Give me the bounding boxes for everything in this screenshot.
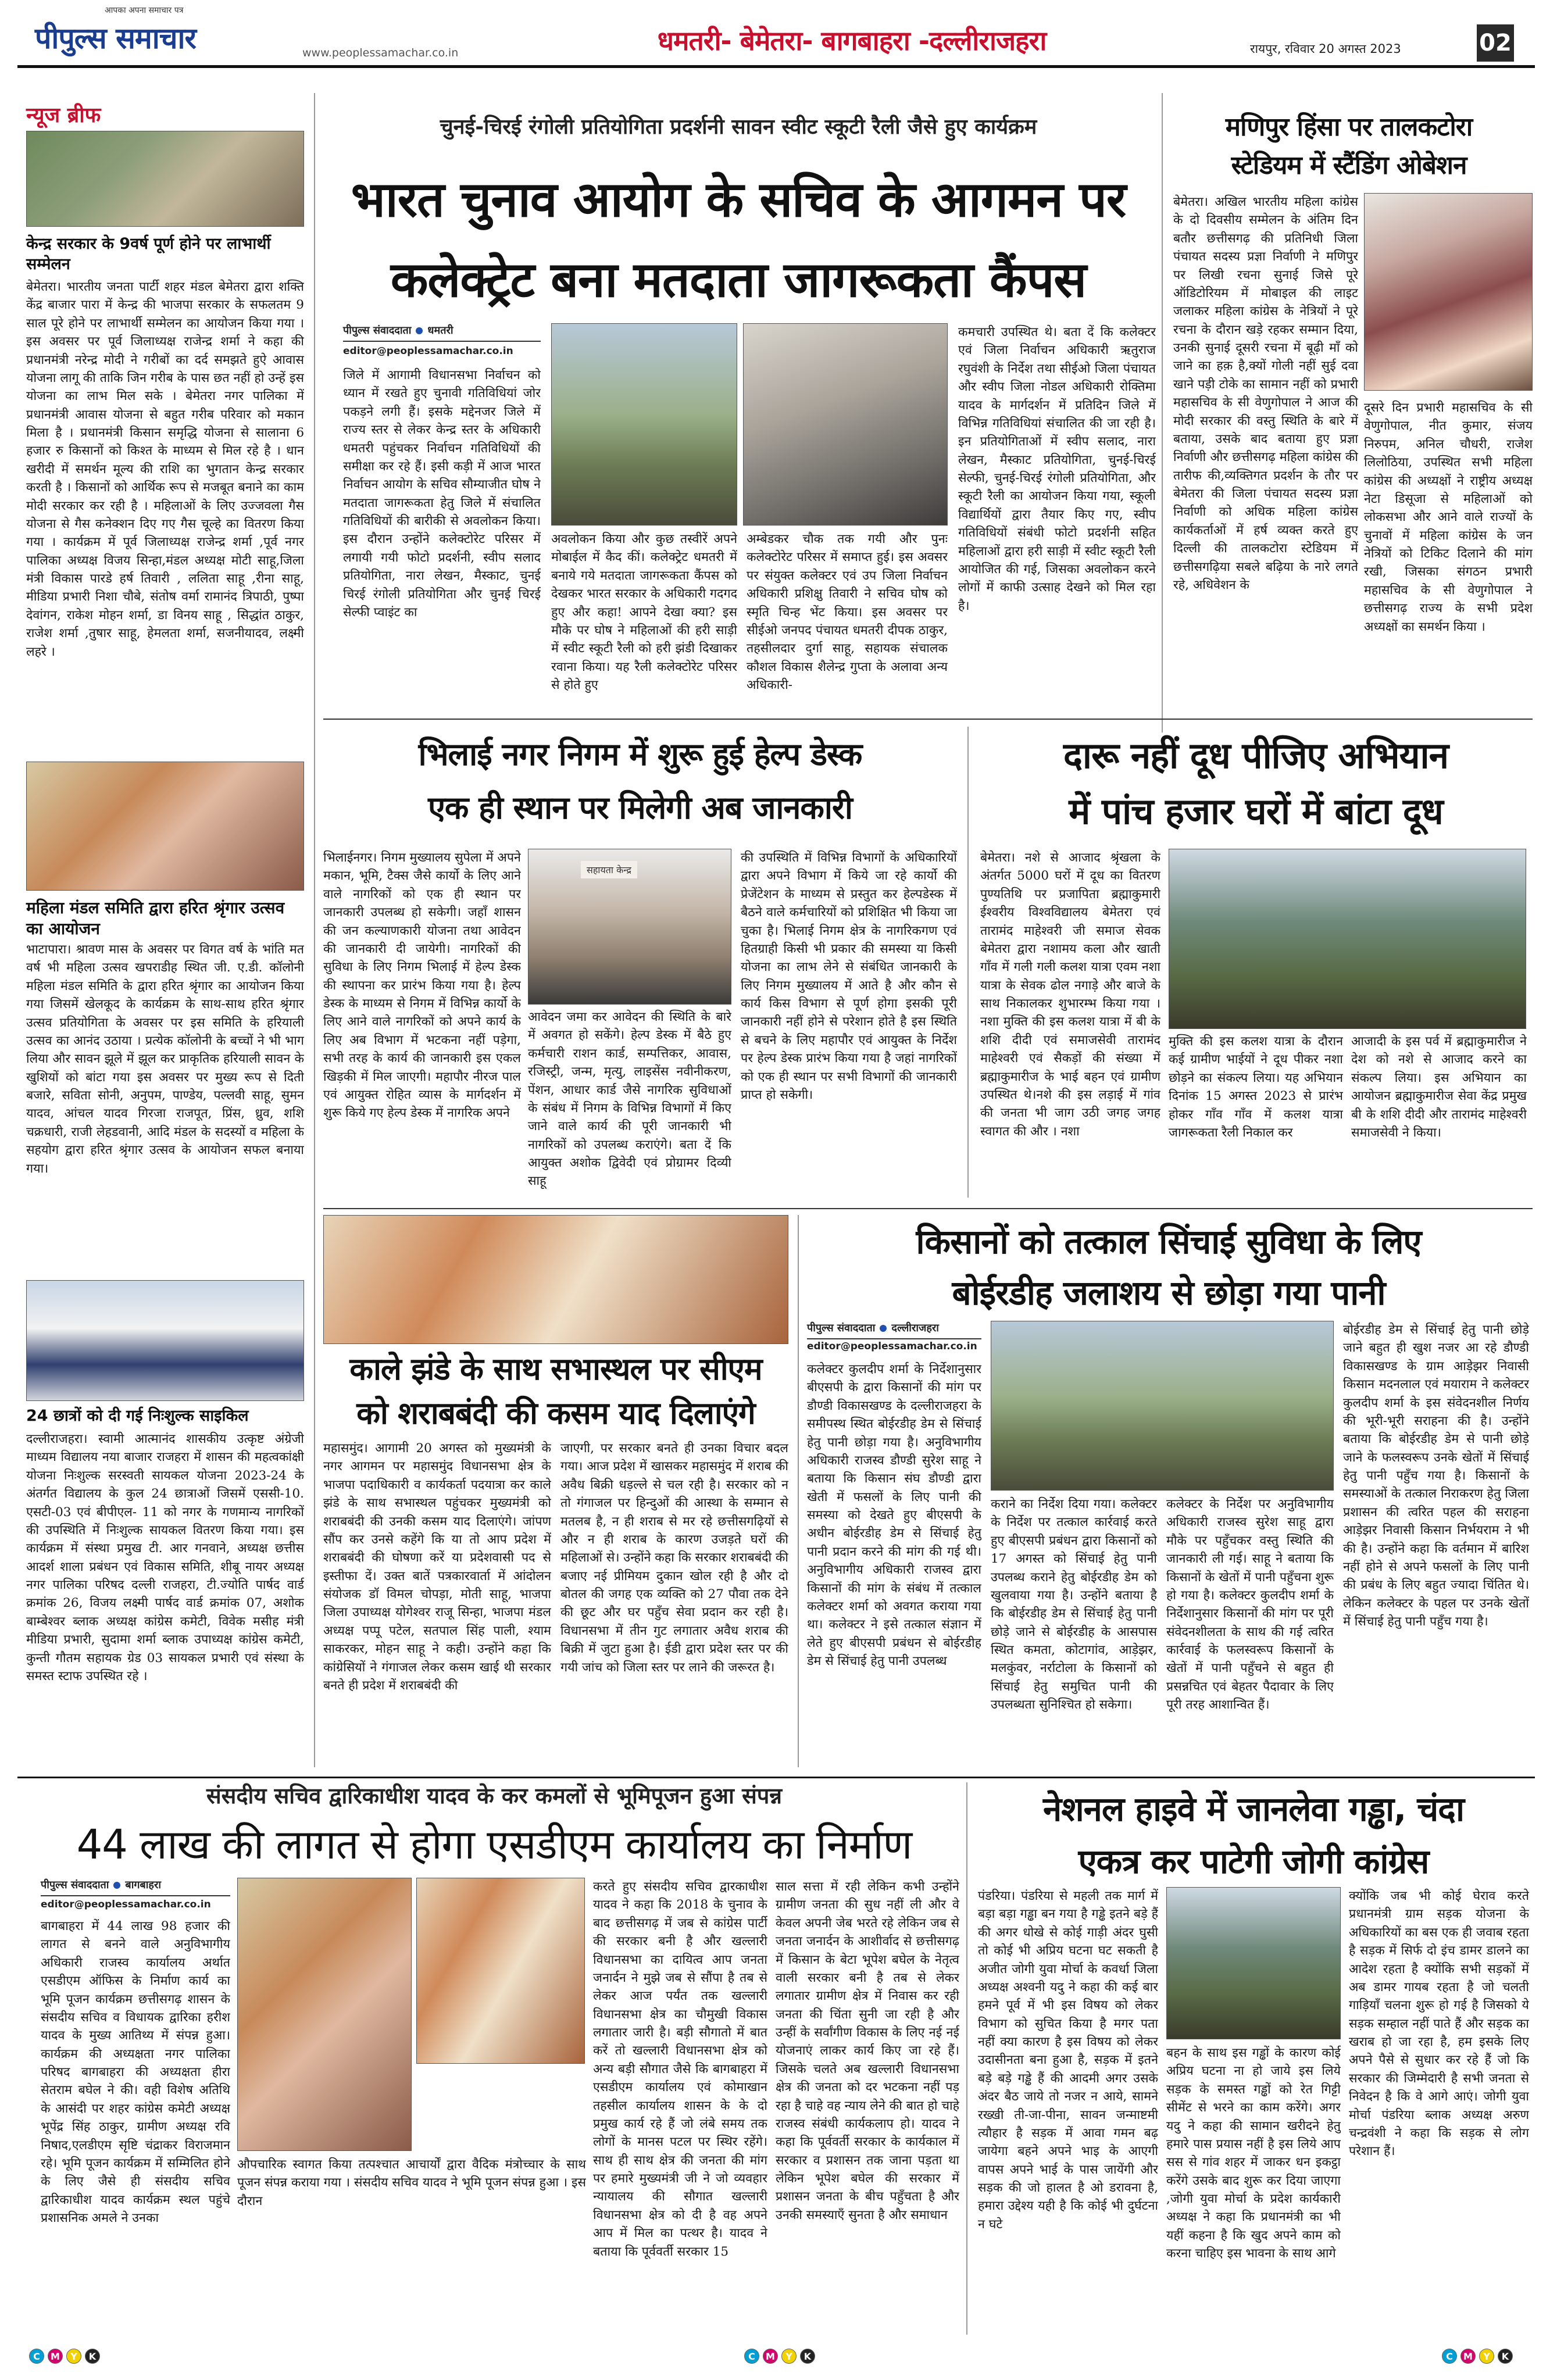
story7-kicker: संसदीय सचिव द्वारिकाधीश यादव के कर कमलों से भूमिपूजन हुआ संपन्न [206, 1783, 783, 1809]
logo-text: पीपुल्स समाचार [35, 22, 196, 55]
story1-headline-1: भारत चुनाव आयोग के सचिव के आगमन पर [351, 171, 1126, 228]
magenta-mark: M [763, 2349, 778, 2364]
cyan-mark: C [29, 2349, 44, 2364]
story5-headline-2: को शराबबंदी की कसम याद दिलाएंगे [356, 1396, 755, 1431]
black-mark: K [800, 2349, 815, 2364]
story7-col1: बागबाहरा में 44 लाख 98 हजार की लागत से बनने वाले अनुविभागीय अधिकारी राजस्व कार्यालय अर्थात एसडीएम ऑफिस के निर्माण कार्य का भूमि पूजन कार्यक्रम छत्तीसगढ़ शासन के संसदीय सचिव व विधायक द्वारिका हरीश यादव के मुख्य आतिथ्य में संपन्न हुआ। कार्यक्रम की अध्यक्षता नगर पालिका परिषद बागबाहरा की अध्यक्षता हीरा सेतराम बघेल ने की। वही विशेष अतिथि के आसंदी पर शहर कांग्रेस कमेटी अध्यक्ष भूपेंद्र सिंह ठाकुर, ग्रामीण अध्यक्ष रवि निषाद,एलडीएम सृष्टि चंद्राकर विराजमान रहे। भूमि पूजन कार्यक्रम में सम्मिलित होने के लिए जैसे ही संसदीय सचिव द्वारिकाधीश यादव कार्यक्रम स्थल पहुंचे प्रशासनिक अमले ने उनका [41, 1919, 230, 2225]
byline-dot-icon [416, 327, 423, 334]
brief-3-title: 24 छात्रों को दी गई निःशुल्क साइकिल [26, 1407, 249, 1425]
story6-byline-name: पीपुल्स संवाददाता [807, 1322, 876, 1334]
story1-col2: अवलोकन किया और कुछ तस्वीरें अपने मोबाईल में कैद कीं। कलेक्ट्रेट धमतरी में बनाये गये मतदाता जागरूकता कैंपस को देखकर भारत सरकार के अधिकारी गदगद हुए और कहा! आपने देखा क्या? इस मौके पर घोष ने महिलाओं की हरी साड़ी में स्वीट स्कूटी रैली को हरी झंडी दिखाकर रवाना किया। यह रैली कलेक्टोरेट परिसर से होते हुए [551, 532, 737, 692]
story6-email[interactable]: editor@peoplessamachar.co.in [807, 1341, 977, 1352]
story8-col1: पंडरिया। पंडरिया से महली तक मार्ग में बड़ा बड़ा गड्ढा बन गया है गड्ढे इतने बड़े हैं की अगर धोखे से कोई गाड़ी अंदर घुसी तो कोई भी अप्रिय घटना घट सकती है अजीत जोगी युवा मोर्चा के कवर्धा जिला अध्यक्ष अश्वनी यदु ने कहा की कई बार हमने पूर्व में भी इस विषय को लेकर विभाग को सुचित किया है मगर पता नहीं क्या कारण है इस विषय को लेकर उदासीनता बना हुआ है, सड़क में इतने बड़े बड़े गड्ढे हैं की आदमी अगर उसके अंदर बैठ जाये तो नजर न आये, सामने रख्खी ती-जा-पीना, सावन जन्माष्टमी त्यौहार है सड़क में आवा गमन बढ़ जायेगा बहने अपने भाइ के आएगी वापस अपने भाई के पास जायेंगी और सड़क की जो हालत है ओ डरावना है, हमारा उद्देश्य यही है कि कोई भी दुर्घटना न घटे [978, 1889, 1158, 2232]
story3-divider [967, 727, 969, 1198]
brief-photo-1 [26, 131, 304, 227]
story1-col1: जिले में आगामी विधानसभा निर्वाचन को ध्यान में रखते हुए चुनावी गतिविधियां जोर पकड़ने लगी हैं। इसके मद्देनजर जिले में राज्य स्तर से लेकर केन्द्र स्तर के अधिकारी धमतरी पहुंचकर निर्वाचन गतिविधियों की समीक्षा कर रहे हैं। इसी कड़ी में आज भारत निर्वाचन आयोग के सचिव सौम्याजीत घोष ने मतदाता जागरूकता हेतु जिले में संचालित गतिविधियों की बारीकी से अवलोकन किया। इस दौरान उन्होंने कलेक्टोरेट परिसर में लगायी गयी फोटो प्रदर्शनी, स्वीप सलाद प्रतियोगिता, नारा लेखन, मैस्काट, चुनई चिरई रंगोली प्रतियोगिता और चुनई चिरई सेल्फी प्वाइंट का [343, 368, 541, 620]
story4-col2: मुक्ति की इस कलश यात्रा के दौरान कई ग्रामीण भाईयों ने दूध पीकर नशा छोड़ने का संकल्प लिया। यह अभियान दिनांक 15 अगस्त 2023 से प्रारंभ होकर गाँव गाँव में कलश यात्रा जागरूकता रैली निकाल कर [1169, 1034, 1343, 1140]
brief-3-body: दल्लीराजहरा। स्वामी आत्मानंद शासकीय उत्कृष्ट अंग्रेजी माध्यम विद्यालय नया बाजार राजहरा में शासन की महत्वकांक्षी योजना निःशुल्क सरस्वती सायकल योजना 2023-24 के अंतर्गत विद्यालय के कुल 24 छात्राओं जिसमें एससी-10. एसटी-03 एवं बीपीएल- 11 को नगर के गणमान्य नागरिकों की उपस्थिति में निःशुल्क सायकल वितरण किया गया। इस कार्यक्रम में संस्था प्रमुख टी. आर गनवाने, अध्यक्ष छत्तीस आदर्श शाला प्रबंधन एवं विकास समिति, शीबू नायर अध्यक्ष नगर पालिका परिषद दल्ली राजहरा, टी.ज्योति पार्षद वार्ड क्रमांक 26, विजय लक्ष्मी पार्षद वार्ड क्रमांक 07, अशोक बाम्बेश्वर ब्लाक अध्यक्ष कांग्रेस कमेटी, विवेक मसीह मंत्री मीडिया प्रभारी, सुदामा शर्मा ब्लाक उपाध्यक्ष कांग्रेस कमेटी, कुन्ती गौतम सहायक ग्रेड 03 सायकल प्रभारी एवं संस्था के समस्त स्टाफ उपस्थित रहे । [26, 1432, 304, 1684]
brief-photo-3 [26, 1280, 304, 1401]
story6-col2: कराने का निर्देश दिया गया। कलेक्टर के निर्देश पर तत्काल कार्रवाई करते हुए बीएसपी प्रबंधन द्वारा किसानों को 17 अगस्त को सिंचाई हेतु पानी उपलब्ध कराने हेतु बोईरडीह डेम को खुलवाया गया है। उन्होंने बताया है कि बोईरडीह डेम से सिंचाई हेतु पानी छोड़े जाने से बोईरडीह के आसपास स्थित कमता, कोटागांव, आड़ेझर, मलकुंवर, नर्राटोला के किसानों को सिंचाई हेतु समुचित पानी की उपलब्धता सुनिश्चित हो सकेगा। [991, 1497, 1157, 1713]
cmyk-marks-right [1442, 2349, 1513, 2364]
story5-photo-press [323, 1215, 788, 1344]
story7-byline [41, 1878, 230, 1896]
story6-col3: कलेक्टर के निर्देश पर अनुविभागीय अधिकारी राजस्व सुरेश साहू द्वारा मौके पर पहुँचकर वस्तु स्थिति की जानकारी ली गई। साहू ने बताया कि किसानों के खेतों में पानी पहुँचना शुरू हो गया है। कलेक्टर कुलदीप शर्मा के निर्देशानुसार किसानों की मांग पर पूरी संवेदनशीलता के साथ की गई त्वरित कार्रवाई के फलस्वरूप किसानों के खेतों में पानी पहुँचने से बहुत ही प्रसन्नचित एवं बेहतर पैदावार के लिए पूरी तरह आशान्वित हैं। [1166, 1497, 1334, 1713]
story2-photo-speaker [1364, 193, 1533, 391]
story3-headline-2: एक ही स्थान पर मिलेगी अब जानकारी [428, 789, 852, 826]
row-divider-2 [323, 1208, 1533, 1209]
story7-col3: साल सत्ता में रही लेकिन कभी उन्होंने ग्रामीण जनता की सुध नहीं ली और वे केवल अपनी जेब भरते रहे लेकिन जब से जनता जनार्दन के आशीर्वाद से छत्तीसगढ़ में किसान के बेटा भूपेश बघेल के नेतृत्व वाली सरकार बनी है तब से लेकर लगातार ग्रामीण क्षेत्र में निवास कर रही जनता की चिंता सुनी जा रही है और उन्हीं के सर्वांगीण विकास के लिए नई नई योजनाएं लाकर कार्य किए जा रहे हैं। जिसके चलते अब खल्लारी विधानसभा क्षेत्र की जनता को दर भटकना नहीं पड़ रहा है चाहे वह न्याय लेने की बात हो चाहे राजस्व संबंधी कार्यकलाप हो। यादव ने कहा कि पूर्ववर्ती सरकार के कार्यकाल में सरकार व प्रशासन तक जाना पड़ता था लेकिन भूपेश बघेल की सरकार में प्रशासन जनता के बीच पहुँचता है और उनकी समस्याएँ सुनता है और समाधान [776, 1879, 959, 2222]
story1-headline-2: कलेक्ट्रेट बना मतदाता जागरूकता कैंपस [390, 251, 1087, 308]
story8-photo-pothole [1166, 1887, 1341, 2039]
brief-2-body: भाटापारा। श्रावण मास के अवसर पर विगत वर्ष के भांति मत वर्ष भी महिला उत्सव खपराडीह स्थित जी. ए.डी. कॉलोनी महिला मंडल समिति के द्वारा हरित श्रृंगार का आयोजन किया गया जिसमें खेलकूद के कार्यक्रम के साथ-साथ हरित श्रृंगार उत्सव प्रतियोगिता के अवसर पर इस समिति के हरियाली उत्सव का आनंद उठाया । प्रत्येक कॉलोनी के बच्चों ने भी भाग लिया और सावन झूले में झूल कर प्राकृतिक हरियाली सावन के खुशियों को बांटा गया इस अवसर पर मुख्य रूप से दिती बजारे, सविता सोनी, अनुपम, पाण्डेय, पल्लवी साहू, सुमन यादव, आंचल यादव गिरजा राजपूत, प्रिंस, ध्रुव, शशि चक्रधारी, राजी लेहडवानी, आदि मंडल के सदस्यों व महिला के सहयोग द्वारा हरित श्रृंगार उत्सव के आयोजन सफल बनाया गया। [26, 942, 304, 1176]
story4-col1: बेमेतरा। नशे से आजाद श्रृंखला के अंतर्गत 5000 घरों में दूध का वितरण पुण्यतिथि पर प्रजापिता ब्रह्माकुमारी ईश्वरीय विश्वविद्यालय बेमेतरा एवं तारामंद माहेश्वरी जी समाज सेवक बेमेतरा द्वारा नशामय कला और खाती गाँव में गली गली कलश यात्रा एवम नशा यात्रा के सेवक ढोल नगाड़े और बाजे के साथ निकालकर शुभारम्भ किया गया । नशा मुक्ति की इस कलश यात्रा में बी के शशि दीदी एवं समाजसेवी तारामंद माहेश्वरी एवं सैकड़ों की संख्या में ब्रह्माकुमारीज के भाई बहन एवं ग्रामीण उपस्थित थे।नशे की इस लड़ाई में गांव की जनता भी जाग उठी जगह जगह स्वागत की और । नशा [980, 850, 1160, 1139]
story8-col3: क्योंकि जब भी कोई घेराव करते प्रधानमंत्री ग्राम सड़क योजना के अधिकारियों का बस एक ही जवाब रहता है सड़क में सिर्फ दो इंच डामर डालने का आदेश रहता है क्योंकि सभी सड़कों में अब डामर गायब रहता है जो चलती गाड़ियाँ चलना शुरू हो गई है जिसको ये सड़क सम्हाल नहीं पाते हैं और सड़क का खराब हो जा रहा है, हम इसके लिए अपने पैसे से सुधार कर रहे हैं जो कि सरकार की जिम्मेदारी है सभी जनता से निवेदन है कि वे आगे आएं। जोगी युवा मोर्चा पंडरिया ब्लाक अध्यक्ष अरुण चन्द्रवंशी ने कहा कि सड़क से लोग परेशान हैं। [1349, 1889, 1529, 2159]
left-column-divider [314, 93, 315, 1767]
row-divider-3 [17, 1777, 1535, 1778]
logo[interactable] [35, 6, 291, 56]
story7-email[interactable]: editor@peoplessamachar.co.in [41, 1899, 211, 1910]
story6-headline-1: किसानों को तत्काल सिंचाई सुविधा के लिए [916, 1222, 1422, 1262]
story1-byline-name: पीपुल्स संवाददाता [343, 324, 412, 337]
story5-divider [798, 1215, 799, 1767]
story3-photo-helpdesk [528, 849, 731, 1005]
story1-col3: अम्बेडकर चौक तक गयी और पुनः कलेक्टोरेट परिसर में समाप्त हुई। इस अवसर पर संयुक्त कलेक्टर एवं उप जिला निर्वाचन अधिकारी प्रशिक्षु तिवारी ने सचिव घोष को स्मृति चिन्ह भेंट किया। इस अवसर पर सीईओ जनपद पंचायत धमतरी दीपक ठाकुर, तहसीलदार दुर्गा साहू, सहायक संचालक कौशल विकास शैलेन्द्र गुप्ता के अलावा अन्य अधिकारी- [747, 532, 948, 692]
byline-dot-icon [113, 1882, 120, 1889]
header-rule [17, 65, 1535, 68]
story7-photo-officials [416, 1878, 585, 2064]
story7-photo-bhoomipoojan [237, 1878, 412, 2151]
story6-headline-2: बोईरडीह जलाशय से छोड़ा गया पानी [952, 1273, 1385, 1313]
story7-divider [966, 1782, 967, 2335]
story1-photo-banner [743, 323, 948, 526]
yellow-mark: Y [781, 2349, 797, 2364]
story1-photo-rally [551, 323, 737, 526]
dateline: रायपुर, रविवार 20 अगस्त 2023 [1250, 42, 1401, 56]
story5-col2: जाएगी, पर सरकार बनते ही उनका विचार बदल गया। आज प्रदेश में खासकर महासमुंद में शराब की अवैध बिक्री धड़ल्ले से चल रही है। सरकार को न तो गंगाजल पर हिन्दुओं की आस्था के सम्मान से मतलब है, न ही शराब से मर रहे छत्तीसगढ़ियों से और न ही शराब के कारण उजड़ते घरों की महिलाओं से। उन्होंने कहा कि सरकार शराबबंदी की बजाए नई प्रीमियम दुकान खोल रही है और दो बोतल की जगह एक व्यक्ति को 27 पौवा तक देने की छूट और घर पहुँच सेवा प्रदान कर रही है। विधानसभा में तीन गुट लगातार अवैध शराब की बिक्री में जुटा हुआ है। ईडी द्वारा प्रदेश स्तर पर की गयी जांच को जिला स्तर पर लाने की जरूरत है। [560, 1441, 788, 1675]
story6-byline-place: दल्लीराजहरा [891, 1322, 939, 1334]
brief-1-title: केन्द्र सरकार के 9वर्ष पूर्ण होने पर लाभार्थी सम्मेलन [26, 235, 271, 274]
cmyk-marks-left [29, 2349, 100, 2364]
brief-photo-2 [26, 762, 304, 891]
edition-title: धमतरी- बेमेतरा- बागबाहरा -दल्लीराजहरा [657, 25, 1047, 56]
story2-body-b: दूसरे दिन प्रभारी महासचिव के सी वेणुगोपाल, नीत कुमार, संजय निरुपम, अनिल चौधरी, राजेश लिलोठिया, उपस्थित सभी महिला कांग्रेस की अध्यक्षों ने राष्ट्रीय अध्यक्ष नेटा डिसूजा से महिलाओं को लोकसभा और आने वाले राज्यों के चुनावों में महिला कांग्रेस के जन नेत्रियों को टिकिट दिलाने की मांग रखी, जिसका संगठन प्रभारी महासचिव के सी वेणुगोपाल ने छत्तीसगढ़ राज्य के सभी प्रदेश अध्यक्षों का समर्थन किया । [1364, 401, 1533, 634]
story7-byline-name: पीपुल्स संवाददाता [41, 1879, 109, 1891]
story4-headline-1: दारू नहीं दूध पीजिए अभियान [1063, 734, 1448, 777]
story6-col4: बोईरडीह डेम से सिंचाई हेतु पानी छोड़े जाने बहुत ही खुश नजर आ रहे डौण्डी विकासखण्ड के ग्राम आड़ेझर निवासी किसान मदनलाल एवं मयाराम ने कलेक्टर कुलदीप शर्मा के इस संवेदनशील निर्णय की भूरी-भूरी सराहना की है। उन्होंने बताया कि बोईरडीह डेम से पानी छोड़े जाने के फलस्वरूप उनके खेतों में सिंचाई हेतु पानी पहुँच गया है। किसानों के समस्याओं के तत्काल निराकरण हेतु जिला प्रशासन की त्वरित पहल की सराहना आड़ेझर निवासी किसान निर्भयराम ने भी की है। उन्होंने कहा कि वर्तमान में बारिश नहीं होने से अपने फसलों के लिए पानी की प्रबंध के लिए बहुत ज्यादा चिंतित थे। लेकिन कलेक्टर के पहल पर उनके खेतों में सिंचाई हेतु पानी पहुँच गया है। [1343, 1323, 1529, 1629]
brief-1-body: बेमेतरा। भारतीय जनता पार्टी शहर मंडल बेमेतरा द्वारा शक्ति केंद्र बाजार पारा में केन्द्र की भाजपा सरकार के सफलतम 9 साल पूरे होने पर लाभार्थी सम्मेलन का आयोजन किया गया । इस अवसर पर पूर्व जिलाध्यक्ष राजेन्द्र शर्मा ने कहा की प्रधानमंत्री नरेन्द्र मोदी ने गरीबों का दर्द समझते हुऐ आवास योजना लागू की ताकि जिन गरीब के पास छत नहीं हो उन्हें इस योजना का लाभ मिल सके । बेमेतरा नगर पालिका में प्रधानमंत्री आवास योजना से बहुत गरीब परिवार को मकान मिला है । प्रधानमंत्री किसान समृद्धि योजना से सालाना 6 हजार रु किसानों को किश्त के माध्यम से मिल रहे है । धान खरीदी में समर्थन मूल्य की राशि का भुगतान केन्द्र सरकार करती है । किसानों को आर्थिक रूप से मजबूत बनाने का काम मोदी सरकार कर रही है । महिलाओं के लिए उज्जवला गैस योजना से गैस कनेक्शन दिए गए गैस चूल्हे का वितरण किया गया । कार्यक्रम में पूर्व जिलाध्यक्ष राजेन्द्र शर्मा ,पूर्व नगर पालिका अध्यक्ष विजय सिन्हा,मंडल अध्यक्ष मोटी साहू,जिला मंत्री विकास पारडे हर्ष तिवारी , ललिता साहू ,रीना साहू, मीडिया प्रभारी निशा चौबे, संतोष वर्मा रामानंद त्रिपाठी, पुष्पा देवांगन, राकेश मोहन शर्मा, डा विनय साहू , सिद्धांत ठाकुर, राजेश शर्मा ,तुषार साहू, हेमलता शर्मा, सजनीयादव, लक्ष्मी लहरे । [26, 280, 304, 659]
right-column-divider [1162, 93, 1163, 732]
story4-photo-rally [1169, 849, 1526, 1029]
story1-byline [343, 323, 541, 342]
story4-col3: आजादी के इस पर्व में ब्रह्माकुमारीज ने देश को नशे से आजाद करने का संकल्प लिया। इस अभियान का आयोजन ब्रह्माकुमारीज सेवा केंद्र प्रमुख बी के शशि दीदी और तारामंद माहेश्वरी समाजसेवी ने किया। [1351, 1034, 1527, 1140]
story2-headline-1: मणिपुर हिंसा पर तालकटोरा [1225, 112, 1473, 142]
brief-label-text: न्यूज ब्रीफ [26, 103, 101, 127]
story2-body-a: बेमेतरा। अखिल भारतीय महिला कांग्रेस के दो दिवसीय सम्मेलन के अंतिम दिन बतौर छत्तीसगढ़ की प्रतिनिधी जिला पंचायत सदस्य प्रज्ञा निर्वाणी ने मणिपुर पर लिखी रचना सुनाई जिसे पूरे ऑडिटोरियम में मोबाइल की लाइट जलाकर महिला कांग्रेस के नेत्रियों ने पूरे रचना के दौरान खड़े रहकर सम्मान दिया, उनकी सुनाई दूसरी रचना में बूढ़ी माँ को जाने का हक़ है,क्यों गोली नहीं सुई दवा खाने पड़ी टोके का सामान नहीं को प्रभारी महासचिव के सी वेणुगोपाल ने आज की मोदी सरकार की वस्तु स्थिति के बारे में बताया, उसके बाद बताया हुए प्रज्ञा निर्वाणी और छत्तीसगढ़ महिला कांग्रेस की तारीफ की,व्यक्तिगत प्रदर्शन के तौर पर बेमेतरा की जिला पंचायत सदस्य प्रज्ञा निर्वाणी को अधिक महिला कांग्रेस कार्यकर्ताओं में हर्ष व्यक्त करते हुए दिल्ली की तालकटोरा स्टेडियम में छत्तीसगढ़िया सबले बढ़िया के नारे लगते रहे, अधिवेशन के [1173, 195, 1358, 592]
story6-byline [807, 1321, 981, 1339]
story5-headline-1: काले झंडे के साथ सभास्थल पर सीएम [349, 1352, 762, 1387]
yellow-mark: Y [1479, 2349, 1494, 2364]
magenta-mark: M [1460, 2349, 1476, 2364]
yellow-mark: Y [66, 2349, 81, 2364]
story3-headline-1: भिलाई नगर निगम में शुरू हुई हेल्प डेस्क [418, 736, 862, 773]
story7-headline: 44 लाख की लागत से होगा एसडीएम कार्यालय का निर्माण [76, 1821, 912, 1868]
story2-headline-2: स्टेडियम में स्टैंडिंग ओबेशन [1231, 151, 1467, 180]
black-mark: K [1498, 2349, 1513, 2364]
site-url[interactable]: www.peoplessamachar.co.in [302, 47, 459, 59]
story6-photo-dam [991, 1321, 1334, 1491]
story7-byline-place: बागबाहरा [125, 1879, 162, 1891]
story7-caption: औपचारिक स्वागत किया तत्पश्चात आचार्यों द्वारा वैदिक मंत्रोच्चार के साथ पूजन संपन्न कराया गया । संसदीय सचिव यादव ने भूमि पूजन संपन्न हुआ । इस दौरान [237, 2157, 586, 2209]
page-number: 02 [1477, 24, 1514, 62]
story1-email[interactable]: editor@peoplessamachar.co.in [343, 345, 513, 357]
helpdesk-sign: सहायता केन्द्र [581, 861, 637, 878]
row-divider-1 [323, 719, 1533, 720]
story4-headline-2: में पांच हजार घरों में बांटा दूध [1069, 790, 1443, 832]
brief-label [26, 100, 101, 128]
story3-col1: भिलाईनगर। निगम मुख्यालय सुपेला में अपने मकान, भूमि, टैक्स जैसे कार्यो के लिए आने वाले नागरिकों को एक ही स्थान पर जानकारी उपलब्ध हो सकेगी। जहाँ शासन की जन कल्याणकारी योजना तथा आवेदन की जानकारी दी जायेगी। नागरिकों की सुविधा के लिए निगम भिलाई में हेल्प डेस्क की स्थापना कर प्रारंभ किया गया है। हेल्प डेस्क के माध्यम से निगम में विभिन्न कार्यो के लिए आने वाले नागरिकों को अपने कार्य के लिए अब विभाग में भटकना नहीं पड़ेगा, सभी तरह के कार्य की जानकारी इस एकल खिड़की में मिल जाएगी। महापौर नीरज पाल एवं आयुक्त रोहित व्यास के मार्गदर्शन में शुरू किये गए हेल्प डेस्क में नागरिक अपने [323, 850, 521, 1121]
cyan-mark: C [744, 2349, 759, 2364]
cmyk-marks-center [744, 2349, 815, 2364]
story1-byline-place: धमतरी [427, 324, 453, 337]
story3-col2: आवेदन जमा कर आवेदन की स्थिति के बारे में अवगत हो सकेंगे। हेल्प डेस्क में बैठे हुए कर्मचारी राशन कार्ड, सम्पत्तिकर, आवास, रजिस्ट्री, जन्म, मृत्यु, लाइसेंस नवीनीकरण, पेंशन, आधार कार्ड जैसे नागरिक सुविधाओं के संबंध में निगम के विभिन्न विभागों में किए जाने वाले कार्य की पूरी जानकारी भी नागरिकों को उपलब्ध कराएंगे। बता दें कि आयुक्त अशोक द्विवेदी एवं प्रोग्रामर दिव्यी साहू [528, 1010, 731, 1189]
story6-col1: कलेक्टर कुलदीप शर्मा के निर्देशानुसार बीएसपी के द्वारा किसानों की मांग पर डौण्डी विकासखण्ड के दल्लीराजहरा के समीपस्थ स्थित बोईरडीह डेम से सिंचाई हेतु पानी छोड़ा गया है। अनुविभागीय अधिकारी राजस्व डौण्डी सुरेश साहू ने बताया कि किसान संघ डौण्डी द्वारा खेती में फसलों के लिए पानी की समस्या को देखते हुए बीएसपी के अधीन बोईरडीह डेम से सिंचाई हेतु पानी प्रदान करने की मांग की गई थी। अनुविभागीय अधिकारी राजस्व द्वारा किसानों की मांग के संबंध में तत्काल कलेक्टर शर्मा को अवगत कराया गया था। कलेक्टर ने इसे तत्काल संज्ञान में लेते हुए बीएसपी प्रबंधन से बोईरडीह डेम से सिंचाई हेतु पानी उपलब्ध [807, 1362, 981, 1668]
logo-tagline: आपका अपना समाचार पत्र [105, 6, 184, 15]
black-mark: K [85, 2349, 100, 2364]
story5-col1: महासमुंद। आगामी 20 अगस्त को मुख्यमंत्री के नगर आगमन पर महासमुंद विधानसभा क्षेत्र के भाजपा पदाधिकारी व कार्यकर्ता पदयात्रा कर काले झंडे के साथ सभास्थल पहुंचकर मुख्यमंत्री को शराबबंदी की उनकी कसम याद दिलाएंगे। जांपण सौंप कर उनसे कहेंगे कि या तो आप प्रदेश में शराबबंदी की घोषणा करें या प्रदेशवासी पद से इस्तीफा दें। उक्त बातें पत्रकारवार्ता में आंदोलन संयोजक डॉ विमल चोपड़ा, मोती साहू, भाजपा जिला उपाध्यक्ष योगेश्वर राजू सिन्हा, भाजपा मंडल अध्यक्ष पप्पू पटेल, सतपाल सिंह पाली, श्याम साकरकर, मोहन साहू ने कही। उन्होंने कहा कि कांग्रेसियों ने गंगाजल लेकर कसम खाई थी सरकार बनते ही प्रदेश में शराबबंदी की [323, 1441, 551, 1693]
story1-kicker: चुनई-चिरई रंगोली प्रतियोगिता प्रदर्शनी सावन स्वीट स्कूटी रैली जैसे हुए कार्यक्रम [440, 115, 1037, 139]
magenta-mark: M [48, 2349, 63, 2364]
story3-col3: की उपस्थिति में विभिन्न विभागों के अधिकारियों द्वारा अपने विभाग में किये जा रहे कार्यो की प्रेजेंटेशन के माध्यम से प्रस्तुत कर हेल्पडेस्क में बैठने वाले कर्मचारियों को प्रशिक्षित भी किया जा चुका है। भिलाई निगम क्षेत्र के नागरिकगण एवं हितग्राही किसी भी प्रकार की समस्या या किसी योजना का लाभ लेने से संबंधित जानकारी के लिए निगम मुख्यालय में आते है और कौन से कार्य किस विभाग से पूर्ण होगा इसकी पूरी जानकारी नहीं होने से परेशान होते है इस स्थिति से बचने के लिए महापौर एवं आयुक्त के निर्देश पर हेल्प डेस्क प्रारंभ किया गया है जहां नागरिकों को एक ही स्थान पर सभी विभागों की जानकारी प्राप्त हो सकेगी। [741, 850, 957, 1102]
story8-headline-2: एकत्र कर पाटेगी जोगी कांग्रेस [1078, 1842, 1429, 1881]
byline-dot-icon [880, 1325, 887, 1332]
brief-2-title: महिला मंडल समिति द्वारा हरित श्रृंगार उत्सव का आयोजन [26, 898, 285, 939]
masthead [0, 0, 1557, 65]
story1-col4: कमचारी उपस्थित थे। बता दें कि कलेक्टर एवं जिला निर्वाचन अधिकारी ऋतुराज रघुवंशी के निर्देश तथा सीईओ जिला पंचायत और स्वीप जिला नोडल अधिकारी रोक्तिमा यादव के मार्गदर्शन में प्रतिदिन जिले में विभिन्न गतिविधियां संचालित की जा रही है। इन प्रतियोगिताओं में स्वीप सलाद, नारा लेखन, मैस्काट प्रतियोगिता, चुनई-चिरई सेल्फी, चुनई-चिरई रंगोली प्रतियोगिता, और स्कूटी रैली का आयोजन किया गया, स्कूली विद्यार्थियों द्वारा तैयार किए गए, स्वीप गतिविधियों संबंधी फोटो प्रदर्शनी सहित महिलाओं द्वारा हरी साड़ी में स्वीट स्कूटी रैली आयोजित की गई, जिसका अवलोकन करने लोगों में काफी उत्साह देखने को मिल रहा है। [958, 325, 1156, 613]
story8-col2: बहन के साथ इस गड्ढों के कारण कोई अप्रिय घटना ना हो जाये इस लिये सड़क के समस्त गड्ढों को रेत गिट्टी सीमेंट से भरने का काम करेंगे। अगर यदु ने कहा की सामान खरीदने हेतु हमारे पास प्रयास नहीं है इस लिये आप सस से गांव शहर में जाकर धन इकट्ठा करेंगे उसके बाद शुरू कर दिया जाएगा ,जोगी युवा मोर्चा के प्रदेश कार्यकारी अध्यक्ष ने कहा कि प्रधानमंत्री का भी यहीं कहना है कि खुद अपने काम को करना चाहिए इस भावना के साथ आगे [1166, 2046, 1341, 2261]
cyan-mark: C [1442, 2349, 1457, 2364]
story7-col2-text: करते हुए संसदीय सचिव द्वारकाधीश यादव ने कहा कि 2018 के चुनाव के बाद छत्तीसगढ़ में जब से कांग्रेस पार्टी की सरकार बनी है और खल्लारी विधानसभा का दायित्व आप जनता जनार्दन ने मुझे जब से सौंपा है तब से लेकर आज पर्यंत तक खल्लारी विधानसभा क्षेत्र का चौमुखी विकास लगातार जारी है। बड़ी सौगातो में बात करें तो खल्लारी विधानसभा क्षेत्र को अन्य बड़ी सौगात जैसे कि बागबाहरा में एसडीएम कार्यालय एवं कोमाखान तहसील कार्यालय शासन के के दो प्रमुख कार्य रहे हैं जो लंबे समय तक लोगों के मानस पटल पर स्थिर रहेंगे। साथ ही साथ क्षेत्र की जनता की मांग पर हमारे मुख्यमंत्री जी ने जो व्यवहार न्यायालय की सौगात खल्लारी विधानसभा क्षेत्र को दी है वह अपने आप में मिल का पत्थर है। यादव ने बताया कि पूर्ववर्ती सरकार 15 [593, 1879, 767, 2259]
story8-headline-1: नेशनल हाइवे में जानलेवा गड्ढा, चंदा [1043, 1789, 1464, 1829]
story7-col2-visible [593, 1878, 767, 2331]
